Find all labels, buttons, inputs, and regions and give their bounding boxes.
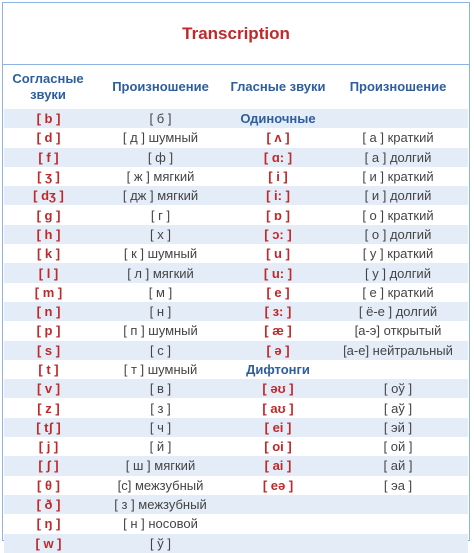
table-row (4, 205, 468, 224)
table-row (4, 514, 468, 533)
consonant-pronunciation: [ г ] (93, 205, 228, 224)
consonant-pronunciation: [ н ] (93, 302, 228, 321)
vowel-pronunciation: [ у ] долгий (328, 263, 468, 282)
consonant-symbol: [ tʃ ] (4, 418, 93, 437)
consonant-pronunciation: [ х ] (93, 225, 228, 244)
vowel-symbol: [ u ] (228, 244, 328, 263)
consonant-pronunciation: [ л ] мягкий (93, 263, 228, 282)
vowel-symbol: [ ei ] (228, 418, 328, 437)
vowel-pronunciation: [ аў ] (328, 398, 468, 417)
vowel-symbol (228, 514, 328, 533)
consonant-pronunciation: [ ч ] (93, 418, 228, 437)
consonant-pronunciation: [ ж ] мягкий (93, 167, 228, 186)
consonant-symbol: [ ð ] (4, 495, 93, 514)
vowel-symbol: [ ɑ: ] (228, 148, 328, 167)
consonant-symbol: [ h ] (4, 225, 93, 244)
page-title: Transcription (3, 3, 469, 65)
vowel-symbol: [ ɒ ] (228, 205, 328, 224)
vowel-pronunciation: [ ай ] (328, 456, 468, 475)
vowel-pronunciation (328, 534, 468, 553)
consonant-symbol: [ θ ] (4, 476, 93, 495)
vowel-pronunciation: [ и ] долгий (328, 186, 468, 205)
header-consonants: Согласные звуки (12, 71, 84, 102)
consonant-symbol: [ k ] (4, 244, 93, 263)
table-row (4, 476, 468, 495)
table-row (4, 109, 468, 128)
vowel-pronunciation: [ е ] краткий (328, 283, 468, 302)
vowel-pronunciation: [ ё-е ] долгий (328, 302, 468, 321)
consonant-pronunciation: [ ф ] (93, 148, 228, 167)
consonant-pronunciation: [с] межзубный (93, 476, 228, 495)
vowel-pronunciation: [ а ] краткий (328, 128, 468, 147)
vowel-symbol: [ eə ] (228, 476, 328, 495)
vowel-pronunciation: [ ой ] (328, 437, 468, 456)
vowel-symbol: [ u: ] (228, 263, 328, 282)
consonant-symbol: [ f ] (4, 148, 93, 167)
vowel-pronunciation: [ и ] краткий (328, 167, 468, 186)
header-vowels: Гласные звуки (230, 79, 326, 94)
vowel-symbol: [ ɔ: ] (228, 225, 328, 244)
vowel-symbol (228, 495, 328, 514)
consonant-symbol: [ v ] (4, 379, 93, 398)
table-row (4, 128, 468, 147)
vowel-symbol: [ ai ] (228, 456, 328, 475)
vowel-symbol: [ aʊ ] (228, 398, 328, 417)
table-row (4, 244, 468, 263)
vowel-symbol: [ oi ] (228, 437, 328, 456)
vowel-symbol (228, 534, 328, 553)
consonant-pronunciation: [ з ] межзубный (93, 495, 228, 514)
vowel-pronunciation (328, 109, 468, 128)
transcription-table (2, 2, 470, 551)
vowel-pronunciation: [ у ] краткий (328, 244, 468, 263)
table-row (4, 341, 468, 360)
table-row (4, 321, 468, 340)
header-vowels-pronunciation: Произношение (349, 79, 447, 94)
consonant-pronunciation: [ дж ] мягкий (93, 186, 228, 205)
consonant-symbol: [ j ] (4, 437, 93, 456)
consonant-pronunciation: [ ш ] мягкий (93, 456, 228, 475)
consonant-pronunciation: [ б ] (93, 109, 228, 128)
consonant-symbol: [ w ] (4, 534, 93, 553)
consonant-pronunciation: [ п ] шумный (93, 321, 228, 340)
table-row (4, 534, 468, 553)
consonant-symbol: [ ʃ ] (4, 456, 93, 475)
consonant-symbol: [ t ] (4, 360, 93, 379)
vowel-pronunciation: [ о ] краткий (328, 205, 468, 224)
vowel-pronunciation: [ о ] долгий (328, 225, 468, 244)
consonant-symbol: [ b ] (4, 109, 93, 128)
vowel-symbol: [ ə ] (228, 341, 328, 360)
vowel-symbol: [ i ] (228, 167, 328, 186)
consonant-symbol: [ g ] (4, 205, 93, 224)
table-row (4, 398, 468, 417)
table-row (4, 495, 468, 514)
vowel-pronunciation: [ а ] долгий (328, 148, 468, 167)
vowel-symbol: [ æ ] (228, 321, 328, 340)
consonant-symbol: [ z ] (4, 398, 93, 417)
consonant-pronunciation: [ с ] (93, 341, 228, 360)
table-row (4, 302, 468, 321)
table-row (4, 225, 468, 244)
consonant-pronunciation: [ з ] (93, 398, 228, 417)
consonant-symbol: [ s ] (4, 341, 93, 360)
consonant-symbol: [ p ] (4, 321, 93, 340)
header-consonants-pronunciation: Произношение (112, 79, 209, 94)
consonant-symbol: [ ʒ ] (4, 167, 93, 186)
vowel-symbol: [ ʌ ] (228, 128, 328, 147)
table-row (4, 456, 468, 475)
consonant-symbol: [ ŋ ] (4, 514, 93, 533)
consonant-pronunciation: [ м ] (93, 283, 228, 302)
consonant-symbol: [ n ] (4, 302, 93, 321)
vowel-pronunciation: [а-э] открытый (328, 321, 468, 340)
grid-body (4, 109, 468, 553)
consonant-symbol: [ d ] (4, 128, 93, 147)
vowel-pronunciation (328, 495, 468, 514)
vowel-symbol: [ ɜ: ] (228, 302, 328, 321)
vowel-pronunciation: [а-е] нейтральный (328, 341, 468, 360)
consonant-pronunciation: [ д ] шумный (93, 128, 228, 147)
table-row (4, 167, 468, 186)
consonant-pronunciation: [ н ] носовой (93, 514, 228, 533)
table-row (4, 283, 468, 302)
table-row (4, 437, 468, 456)
vowel-symbol: [ əʊ ] (228, 379, 328, 398)
consonant-pronunciation: [ т ] шумный (93, 360, 228, 379)
vowel-symbol: [ e ] (228, 283, 328, 302)
consonant-symbol: [ l ] (4, 263, 93, 282)
consonant-pronunciation: [ в ] (93, 379, 228, 398)
vowel-pronunciation (328, 360, 468, 379)
consonant-pronunciation: [ й ] (93, 437, 228, 456)
transcription-grid (4, 109, 468, 553)
table-row (4, 148, 468, 167)
table-row (4, 360, 468, 379)
vowel-section-label: Одиночные (228, 109, 328, 128)
table-row (4, 418, 468, 437)
vowel-pronunciation: [ оў ] (328, 379, 468, 398)
table-row (4, 379, 468, 398)
vowel-pronunciation: [ эа ] (328, 476, 468, 495)
consonant-symbol: [ m ] (4, 283, 93, 302)
vowel-pronunciation (328, 514, 468, 533)
consonant-pronunciation: [ ў ] (93, 534, 228, 553)
table-row (4, 263, 468, 282)
vowel-pronunciation: [ эй ] (328, 418, 468, 437)
vowel-section-label: Дифтонги (228, 360, 328, 379)
consonant-symbol: [ dʒ ] (4, 186, 93, 205)
table-row (4, 186, 468, 205)
vowel-symbol: [ i: ] (228, 186, 328, 205)
consonant-pronunciation: [ к ] шумный (93, 244, 228, 263)
